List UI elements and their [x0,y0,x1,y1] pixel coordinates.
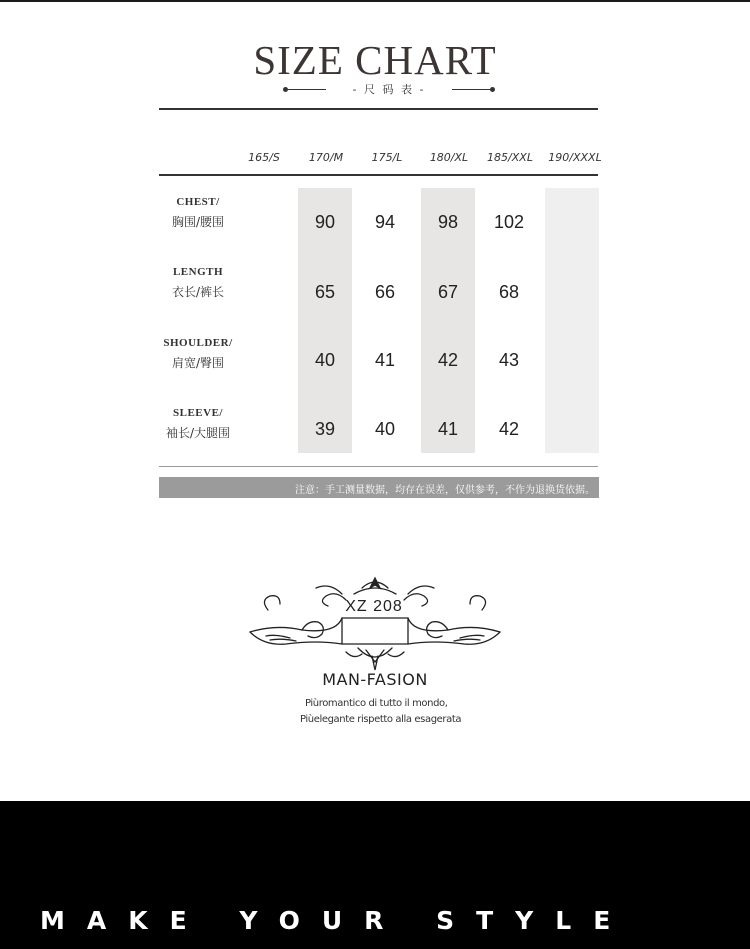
size-header: 185/XXL [487,151,533,164]
table-cell: 39 [314,419,336,439]
row-label-shoulder [158,337,238,371]
table-cell: 42 [437,350,459,370]
table-cell: 67 [437,282,459,302]
row-label-en: SLEEVE/ [173,407,223,419]
table-cell: 65 [314,282,336,302]
table-cell: 98 [437,212,459,232]
ornament-logo-icon [246,574,504,674]
top-border [0,0,750,2]
subtitle-row [283,83,495,97]
brand-name: MAN-FASION [322,670,428,689]
size-header: 165/S [248,151,280,164]
size-header: 190/XXXL [548,151,602,164]
dot-right [490,87,495,92]
subtitle: - 尺 码 表 - [352,83,426,96]
table-bottom-rule [159,466,598,467]
row-label-sleeve [158,407,238,441]
footer-slogan: MAKE YOUR STYLE [40,906,633,935]
row-label-length [158,266,238,300]
row-label-cn: 袖长/大腿围 [165,426,231,440]
size-header: 170/M [308,151,344,164]
size-header: 180/XL [429,151,469,164]
table-cell: 43 [498,350,520,370]
table-cell: 66 [374,282,396,302]
row-label-en: CHEST/ [176,196,220,208]
brand-tagline-2: Piùelegante rispetto alla esagerata [300,714,462,725]
table-cell: 90 [314,212,336,232]
column-shade-xxxl [545,188,599,453]
row-label-cn: 衣长/裤长 [171,285,225,299]
row-label-cn: 胸围/腰围 [171,215,225,229]
logo-code: XZ 208 [345,598,403,615]
title-rule [159,108,598,110]
note-bar [159,477,599,498]
table-cell: 68 [498,282,520,302]
table-cell: 40 [314,350,336,370]
line-right [452,89,490,90]
row-label-en: LENGTH [172,266,224,278]
brand-tagline-1: Piùromantico di tutto il mondo, [305,698,448,709]
note-text: 注意：手工测量数据，均存在误差，仅供参考，不作为退换货依据。 [295,485,595,496]
table-cell: 94 [374,212,396,232]
header-rule [159,174,598,176]
row-label-en: SHOULDER/ [163,337,233,349]
size-header: 175/L [371,151,403,164]
size-chart-title: SIZE CHART [253,37,497,83]
table-cell: 41 [437,419,459,439]
row-label-chest [158,196,238,230]
table-cell: 42 [498,419,520,439]
table-cell: 40 [374,419,396,439]
table-cell: 102 [493,212,525,232]
table-cell: 41 [374,350,396,370]
row-label-cn: 肩宽/臀围 [171,356,225,370]
